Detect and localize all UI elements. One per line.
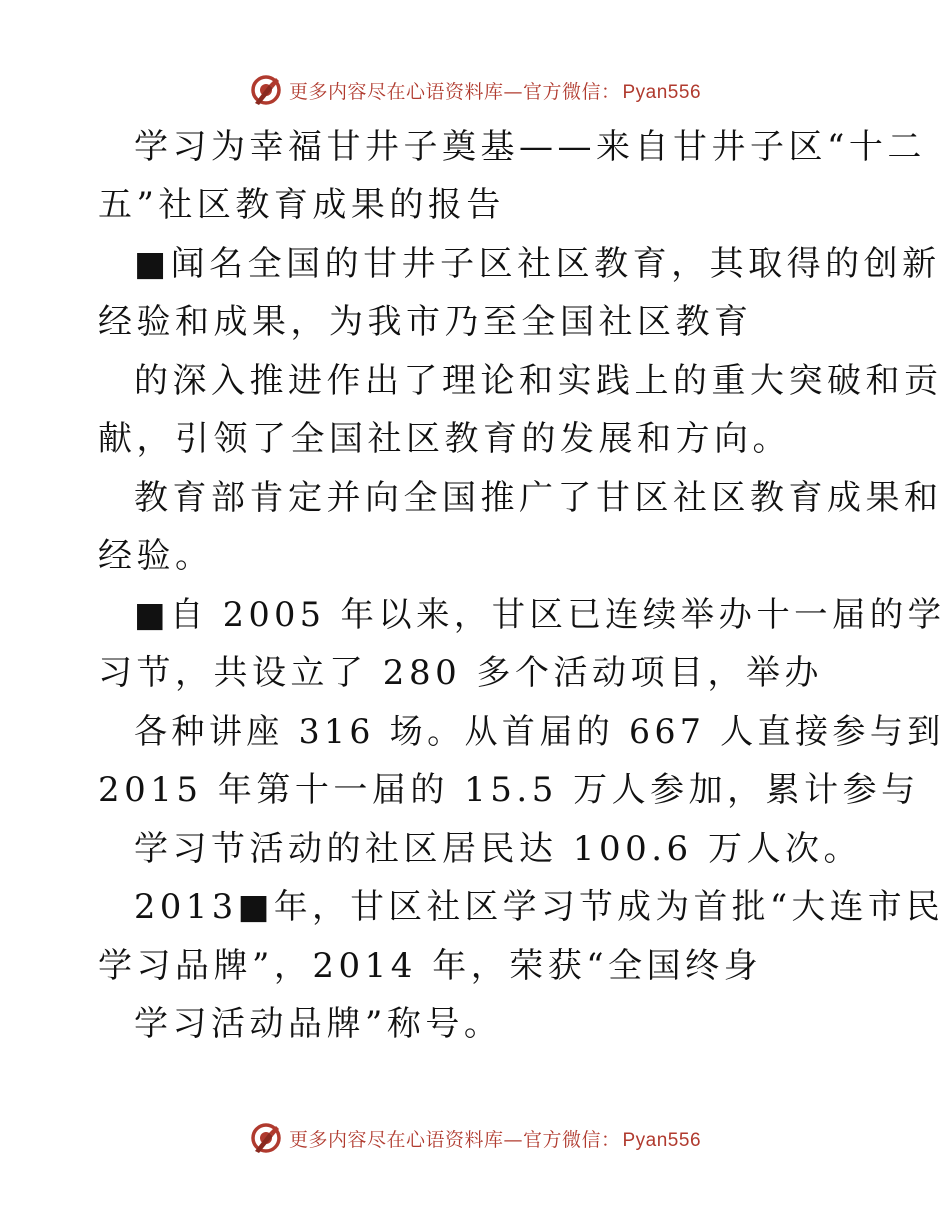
footer-wechat-id: Pyan556 — [622, 1129, 702, 1151]
text-line: 学习节活动的社区居民达 100.6 万人次。 — [134, 829, 862, 869]
text-line: 学习品牌”，2014 年，荣获“全国终身 — [98, 946, 763, 986]
text-line: 教育部肯定并向全国推广了甘区社区教育成果和 — [134, 478, 943, 518]
text-line: 2015 年第十一届的 15.5 万人参加，累计参与 — [98, 770, 920, 810]
text-line: 的深入推进作出了理论和实践上的重大突破和贡 — [134, 361, 943, 401]
text-line: 经验和成果，为我市乃至全国社区教育 — [98, 302, 753, 342]
pen-logo-icon — [249, 1121, 283, 1155]
text-line: 学习为幸福甘井子奠基——来自甘井子区“十二 — [134, 127, 926, 167]
text-line: 习节，共设立了 280 多个活动项目，举办 — [98, 653, 824, 693]
text-line: ■闻名全国的甘井子区社区教育，其取得的创新 — [134, 244, 941, 284]
footer-banner-text: 更多内容尽在心语资料库—官方微信： Pyan556 — [288, 1128, 702, 1151]
text-line: 各种讲座 316 场。从首届的 667 人直接参与到 — [134, 712, 945, 752]
text-line: 献，引领了全国社区教育的发展和方向。 — [98, 419, 791, 459]
header-banner-text: 更多内容尽在心语资料库—官方微信： Pyan556 — [288, 80, 702, 103]
text-line: 五”社区教育成果的报告 — [98, 185, 505, 225]
text-line: 经验。 — [98, 536, 214, 576]
header-wechat-id: Pyan556 — [622, 81, 702, 103]
text-line: ■自 2005 年以来，甘区已连续举办十一届的学 — [134, 595, 946, 635]
footer-banner — [0, 1118, 950, 1158]
text-line: 2013■年，甘区社区学习节成为首批“大连市民 — [134, 887, 945, 927]
text-line: 学习活动品牌”称号。 — [134, 1004, 503, 1044]
